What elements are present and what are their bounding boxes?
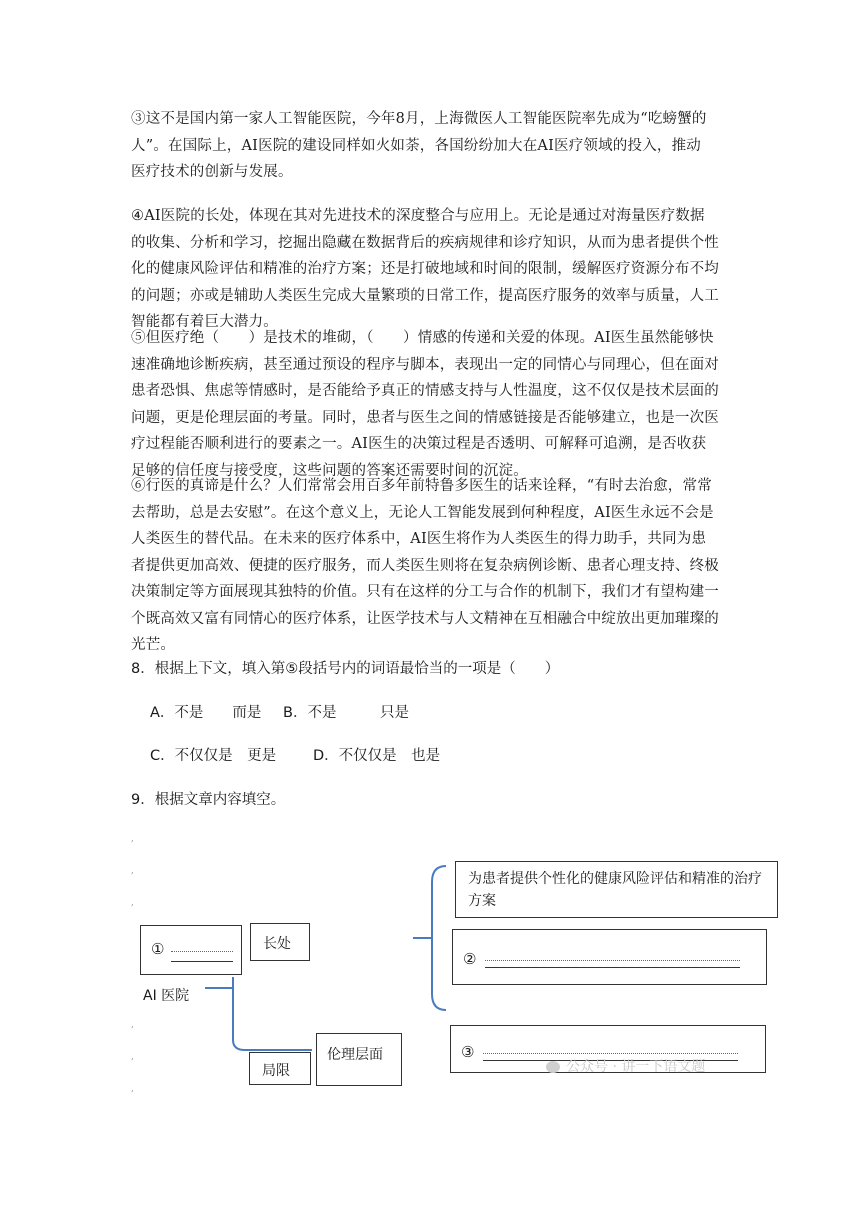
- option-c[interactable]: C．不仅仅是 更是: [150, 748, 277, 764]
- blank-1-dotted-line: [171, 951, 233, 952]
- text-line: 患者恐惧、焦虑等情感时，是否能给予真正的情感支持与人性温度，这不仅仅是技术层面的: [131, 383, 719, 399]
- text-line: ⑥行医的真谛是什么？人们常常会用百多年前特鲁多医生的话来诠释，“有时去治愈，常常: [131, 478, 712, 494]
- blank-3-dotted-line: [483, 1053, 738, 1054]
- text-line: 人类医生的替代品。在未来的医疗体系中，AI医生将作为人类医生的得力助手，共同为患: [131, 531, 707, 547]
- margin-mark: ,: [131, 834, 134, 844]
- text-line: 速准确地诊断疾病，甚至通过预设的程序与脚本，表现出一定的同情心与同理心，但在面对: [131, 356, 719, 373]
- wechat-icon: [546, 1061, 560, 1073]
- text-line: 个既高效又富有同情心的医疗体系，让医学技术与人文精神在互相融合中绽放出更加璀璨的: [131, 610, 719, 627]
- limitations-label: 局限: [262, 1063, 290, 1079]
- text-line: 者提供更加高效、便捷的医疗服务，而人类医生则将在复杂病例诊断、患者心理支持、终极: [131, 557, 719, 574]
- blank-1-underline: [171, 961, 233, 962]
- option-d[interactable]: D．不仅仅是 也是: [313, 748, 441, 764]
- text-line: 去帮助，总是去安慰”。在这个意义上，无论人工智能发展到何种程度，AI医生永远不会是: [131, 504, 714, 521]
- margin-mark: ,: [131, 866, 134, 876]
- watermark: [546, 1056, 705, 1076]
- text-line: ③这不是国内第一家人工智能医院，今年8月，上海微医人工智能医院率先成为“吃螃蟹的: [131, 111, 707, 127]
- question-9-stem: 9．根据文章内容填空。: [131, 792, 286, 808]
- text-line: ⑤但医疗绝（ ）是技术的堆砌，（ ）情感的传递和关爱的体现。AI医生虽然能够快: [131, 330, 714, 346]
- blank-3-label: ③: [461, 1043, 475, 1061]
- blank-1-label: ①: [151, 940, 165, 958]
- text-line: 光芒。: [131, 637, 176, 653]
- ethics-box: [316, 1033, 402, 1086]
- personalized-assessment-box: [455, 861, 778, 918]
- question-8-stem: 8．根据上下文，填入第⑤段括号内的词语最恰当的一项是（ ）: [131, 661, 560, 677]
- margin-mark: ,: [131, 898, 134, 908]
- option-a[interactable]: A．不是 而是: [150, 705, 262, 721]
- watermark-text: 公众号 · 讲一下语文题: [566, 1059, 706, 1075]
- text-line: 疗过程能否顺利进行的要素之一。AI医生的决策过程是否透明、可解释可追溯，是否收获: [131, 436, 707, 452]
- ethics-label: 伦理层面: [327, 1047, 383, 1063]
- text-line: 医疗技术的创新与发展。: [131, 164, 293, 180]
- blank-2-label: ②: [463, 950, 477, 968]
- blank-2-box[interactable]: [452, 929, 767, 985]
- text-line: 决策制定等方面展现其独特的价值。只有在这样的分工与合作的机制下，我们才有望构建一: [131, 584, 719, 600]
- text-line: 的问题；亦或是辅助人类医生完成大量繁琐的日常工作，提高医疗服务的效率与质量，人工: [131, 287, 719, 304]
- limitations-box: [249, 1052, 311, 1085]
- text-line: 问题，更是伦理层面的考量。同时，患者与医生之间的情感链接是否能够建立，也是一次医: [131, 409, 719, 426]
- strengths-box: [250, 923, 310, 961]
- blank-1-box[interactable]: [140, 925, 242, 975]
- text-line: 人”。在国际上，AI医院的建设同样如火如荼，各国纷纷加大在AI医疗领域的投入，推动: [131, 137, 702, 154]
- margin-mark: ,: [131, 1052, 134, 1062]
- strengths-label: 长处: [263, 936, 291, 952]
- blank-2-dotted-line: [485, 960, 740, 961]
- text-line: ④AI医院的长处，体现在其对先进技术的深度整合与应用上。无论是通过对海量医疗数据: [131, 208, 705, 224]
- text-line: 的收集、分析和学习，挖掘出隐藏在数据背后的疾病规律和诊疗知识，从而为患者提供个性: [131, 234, 719, 251]
- text-line: 智能都有着巨大潜力。: [131, 314, 278, 330]
- text-line: 足够的信任度与接受度，这些问题的答案还需要时间的沉淀。: [131, 462, 528, 479]
- text-line: 化的健康风险评估和精准的治疗方案；还是打破地域和时间的限制，缓解医疗资源分布不均: [131, 261, 719, 277]
- margin-mark: ,: [131, 1084, 134, 1094]
- ai-hospital-label: AI 医院: [143, 988, 190, 1004]
- blank-2-underline: [485, 967, 740, 968]
- personalized-assessment-text: 为患者提供个性化的健康风险评估和精准的治疗方案: [468, 871, 762, 909]
- option-b[interactable]: B．不是 只是: [283, 705, 409, 721]
- margin-mark: ,: [131, 1020, 134, 1030]
